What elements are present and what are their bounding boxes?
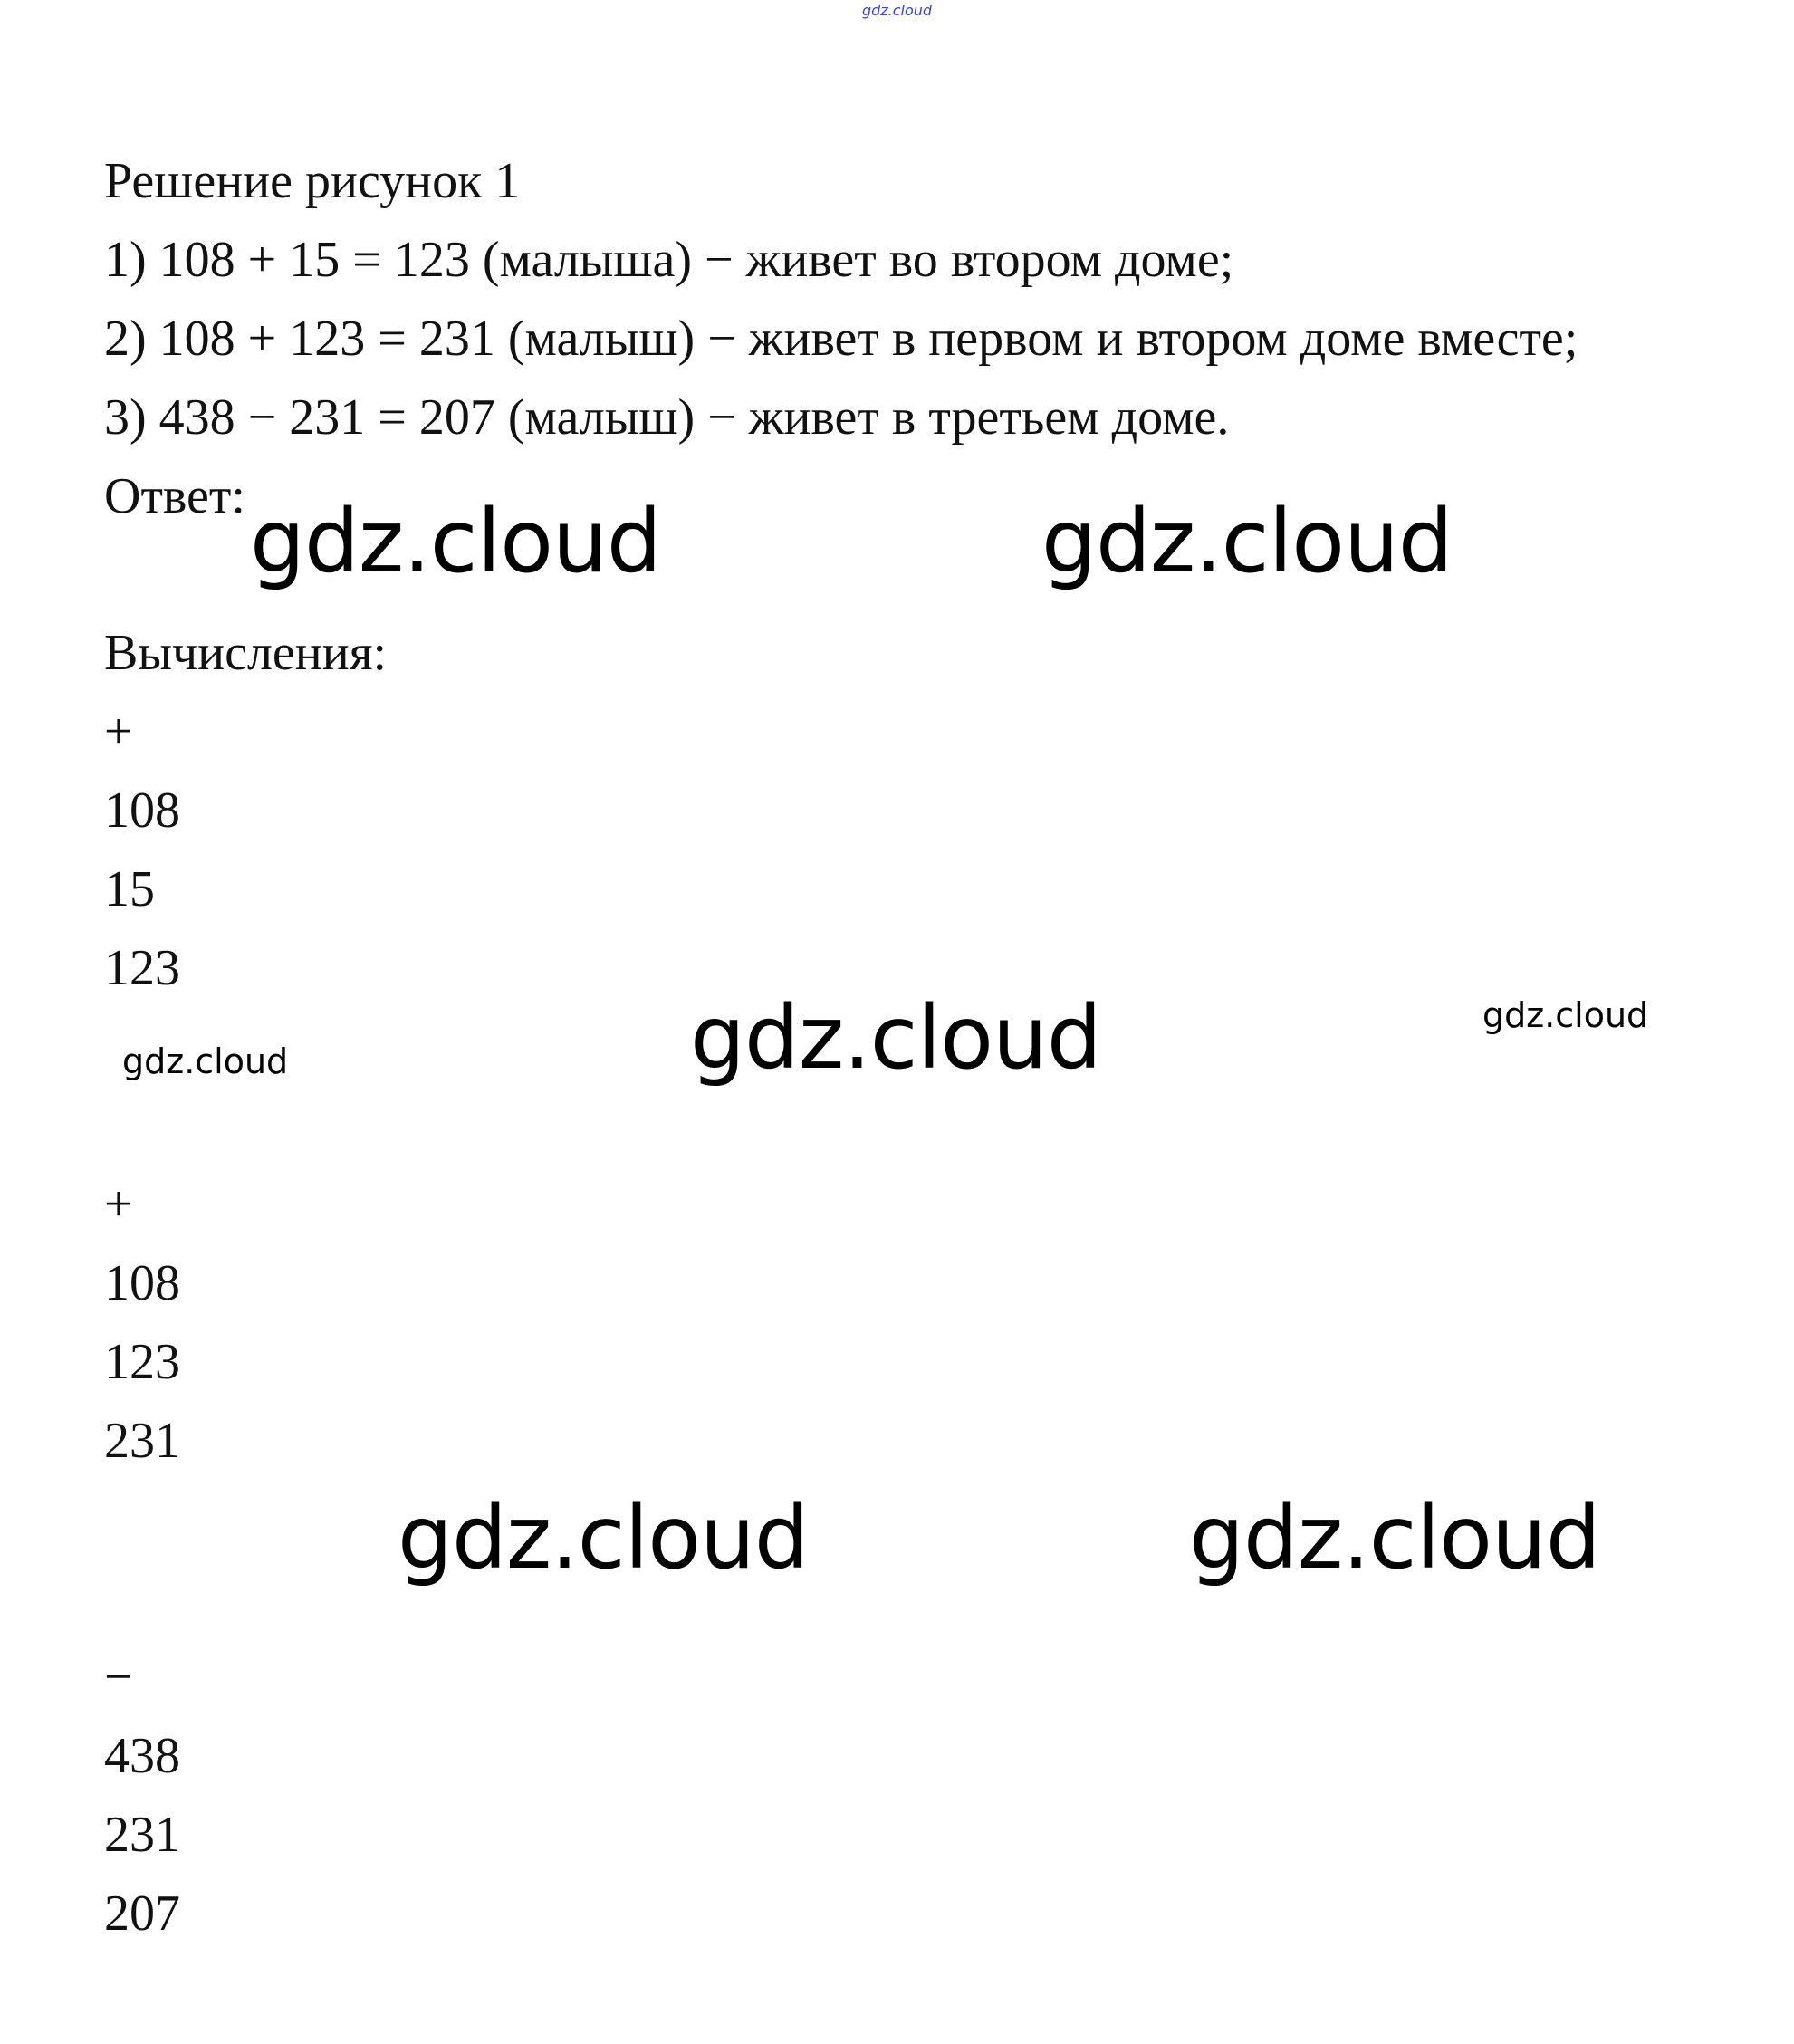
calc-2-line-2: 123 <box>104 1334 180 1390</box>
calc-3-operator: − <box>104 1649 133 1705</box>
header-watermark: gdz.cloud <box>861 2 933 19</box>
calc-2-operator: + <box>104 1176 133 1233</box>
watermark-5: gdz.cloud <box>122 1041 289 1081</box>
solution-step-3: 3) 438 − 231 = 207 (малыш) − живет в третьем доме. <box>104 389 1230 446</box>
calc-3-result: 207 <box>104 1886 180 1942</box>
watermark-2: gdz.cloud <box>1041 491 1453 592</box>
solution-step-2: 2) 108 + 123 = 231 (малыш) − живет в первом и втором доме вместе; <box>104 311 1578 367</box>
solution-step-1: 1) 108 + 15 = 123 (малыша) − живет во втором доме; <box>104 232 1234 288</box>
answer-label: Ответ: <box>104 468 245 524</box>
calc-1-line-2: 15 <box>104 861 155 917</box>
watermark-3: gdz.cloud <box>690 987 1101 1089</box>
calc-1-operator: + <box>104 704 133 760</box>
calc-1-result: 123 <box>104 940 180 996</box>
calc-3-line-1: 438 <box>104 1728 180 1784</box>
solution-title: Решение рисунок 1 <box>104 153 521 209</box>
calc-3-line-2: 231 <box>104 1807 180 1863</box>
watermark-1: gdz.cloud <box>250 491 661 592</box>
calc-1-line-1: 108 <box>104 782 180 839</box>
watermark-6: gdz.cloud <box>398 1487 809 1588</box>
watermark-7: gdz.cloud <box>1189 1487 1600 1588</box>
calc-2-line-1: 108 <box>104 1255 180 1311</box>
calc-2-result: 231 <box>104 1413 180 1469</box>
watermark-4: gdz.cloud <box>1482 995 1649 1035</box>
calculations-label: Вычисления: <box>104 625 388 681</box>
